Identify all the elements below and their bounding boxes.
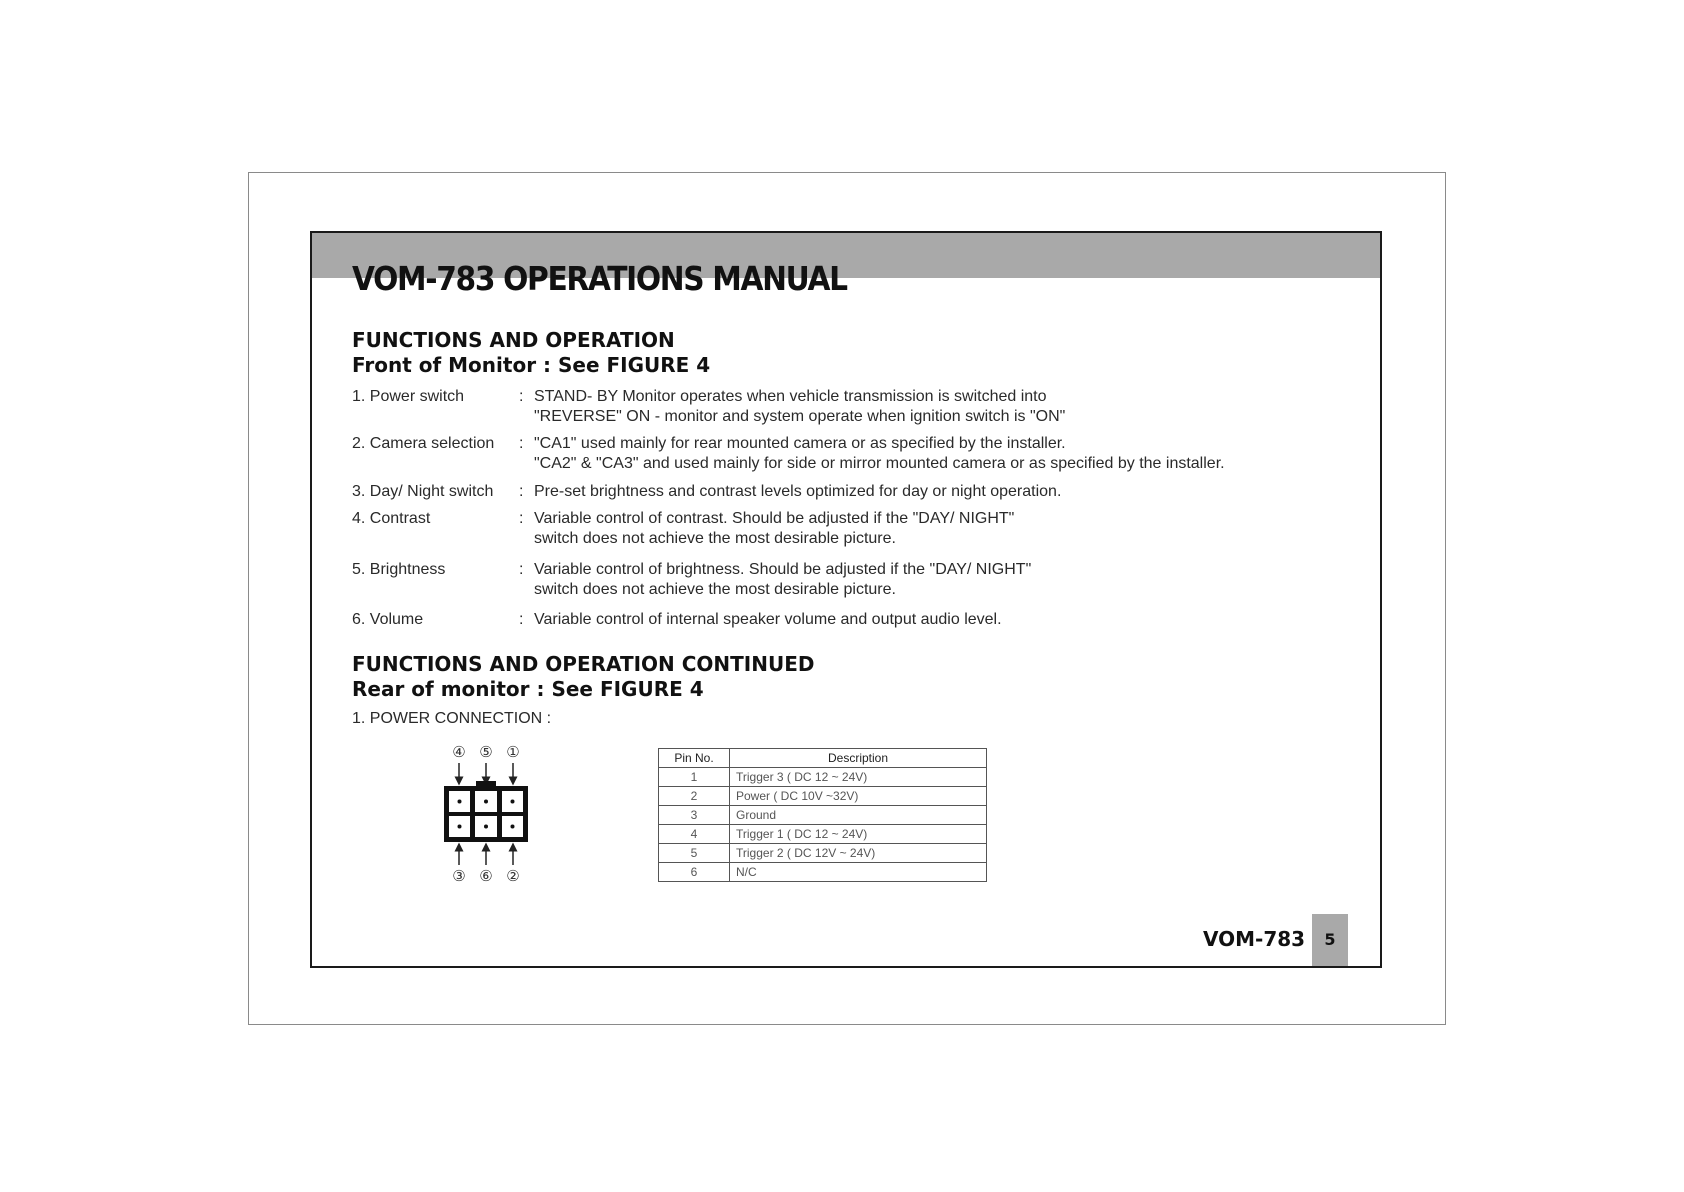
front-section-heading: FUNCTIONS AND OPERATION xyxy=(352,328,675,352)
pin-label-bottom: ② xyxy=(506,867,520,883)
pin-number: 1 xyxy=(659,768,730,787)
item-label: 4. Contrast xyxy=(352,510,431,527)
connector-latch xyxy=(476,781,496,787)
pin-table xyxy=(658,748,987,882)
item-desc-line: "REVERSE" ON - monitor and system operate when ignition switch is "ON" xyxy=(534,408,1066,425)
footer-model: VOM-783 xyxy=(1203,927,1306,951)
item-desc-line: "CA1" used mainly for rear mounted camera or as specified by the installer. xyxy=(534,435,1066,452)
connector-diagram xyxy=(430,743,540,883)
page-number: 5 xyxy=(1312,914,1348,966)
pin-label-bottom: ③ xyxy=(452,867,466,883)
item-desc-line: switch does not achieve the most desirable picture. xyxy=(534,530,896,547)
item-label: 5. Brightness xyxy=(352,561,446,578)
item-label: 3. Day/ Night switch xyxy=(352,483,494,500)
column-header-description: Description xyxy=(730,749,987,768)
pin-label-top: ④ xyxy=(452,743,466,761)
pin-number: 4 xyxy=(659,825,730,844)
item-desc-line: switch does not achieve the most desirable picture. xyxy=(534,581,896,598)
item-label: 1. Power switch xyxy=(352,388,465,405)
item-desc-line: Variable control of internal speaker volume and output audio level. xyxy=(534,611,1002,628)
item-desc-line: STAND- BY Monitor operates when vehicle transmission is switched into xyxy=(534,388,1047,405)
pin-description: Ground xyxy=(730,806,987,825)
content-frame: VOM-783 OPERATIONS MANUAL FUNCTIONS AND OPERATION Front of Monitor : See FIGURE 4 1. Power switch : STAND- BY Monitor operates when vehicle transmission is switched into "REVERSE" ON - monitor and system operate when ignition switch is "ON" 2. Camera selection : "CA1" used mainly for rear mounted camera or as specified by the installer. "CA2" & "CA3" and used mainly for side or mirror mounted camera or as specified by the installer. 3. Day/ Night switch : Pre-set brightness and contrast levels optimized for day or night operation. 4. Contrast : Variable control of contrast. Should be adjusted if the "DAY/ NIGHT" switch does not achieve the most desirable picture. 5. Brightness : Variable control of brightness. Should be adjusted if the "DAY/ NIGHT" switch does not achieve the most desirable picture. 6. Volume : Variable control of internal speaker volume and output audio level. FUNCTIONS AND OPERATION CONTINUED Rear of monitor : See FIGURE 4 1. POWER CONNECTION : ④ ⑤ ① ③ ⑥ ② Pin No. Description 1 Trigger 3 ( DC 12 ~ 24V) 2 Power ( DC 10V ~32V) 3 Ground 4 Trigger 1 ( DC 12 ~ 24V) 5 Trigger 2 ( DC 12V ~ 24V) 6 N/C VOM-783 5 xyxy=(310,231,1382,968)
table-row xyxy=(659,787,987,806)
item-desc-line: Variable control of brightness. Should be adjusted if the "DAY/ NIGHT" xyxy=(534,561,1032,578)
pin-label-top: ⑤ xyxy=(479,743,493,761)
pin-label-bottom: ⑥ xyxy=(479,867,493,883)
item-desc-line: Pre-set brightness and contrast levels optimized for day or night operation. xyxy=(534,483,1062,500)
pin-number: 6 xyxy=(659,863,730,882)
pin-number: 3 xyxy=(659,806,730,825)
table-row xyxy=(659,844,987,863)
rear-section-heading: FUNCTIONS AND OPERATION CONTINUED xyxy=(352,652,815,676)
pin-description: Power ( DC 10V ~32V) xyxy=(730,787,987,806)
front-section-subheading: Front of Monitor : See FIGURE 4 xyxy=(352,353,711,377)
pin-description: Trigger 3 ( DC 12 ~ 24V) xyxy=(730,768,987,787)
item-label: 6. Volume xyxy=(352,611,424,628)
power-connection-label: 1. POWER CONNECTION : xyxy=(352,710,552,727)
table-row xyxy=(659,768,987,787)
item-desc-line: "CA2" & "CA3" and used mainly for side or mirror mounted camera or as specified by the installer. xyxy=(534,455,1225,472)
pin-description: Trigger 1 ( DC 12 ~ 24V) xyxy=(730,825,987,844)
rear-section-subheading: Rear of monitor : See FIGURE 4 xyxy=(352,677,704,701)
table-row xyxy=(659,806,987,825)
pin-number: 5 xyxy=(659,844,730,863)
table-row xyxy=(659,825,987,844)
pin-description: N/C xyxy=(730,863,987,882)
pin-description: Trigger 2 ( DC 12V ~ 24V) xyxy=(730,844,987,863)
table-header-row xyxy=(659,749,987,768)
item-label: 2. Camera selection xyxy=(352,435,495,452)
pin-label-top: ① xyxy=(506,743,520,761)
column-header-pin: Pin No. xyxy=(659,749,730,768)
table-row xyxy=(659,863,987,882)
pin-number: 2 xyxy=(659,787,730,806)
item-desc-line: Variable control of contrast. Should be adjusted if the "DAY/ NIGHT" xyxy=(534,510,1015,527)
manual-title: VOM-783 OPERATIONS MANUAL xyxy=(352,259,847,298)
